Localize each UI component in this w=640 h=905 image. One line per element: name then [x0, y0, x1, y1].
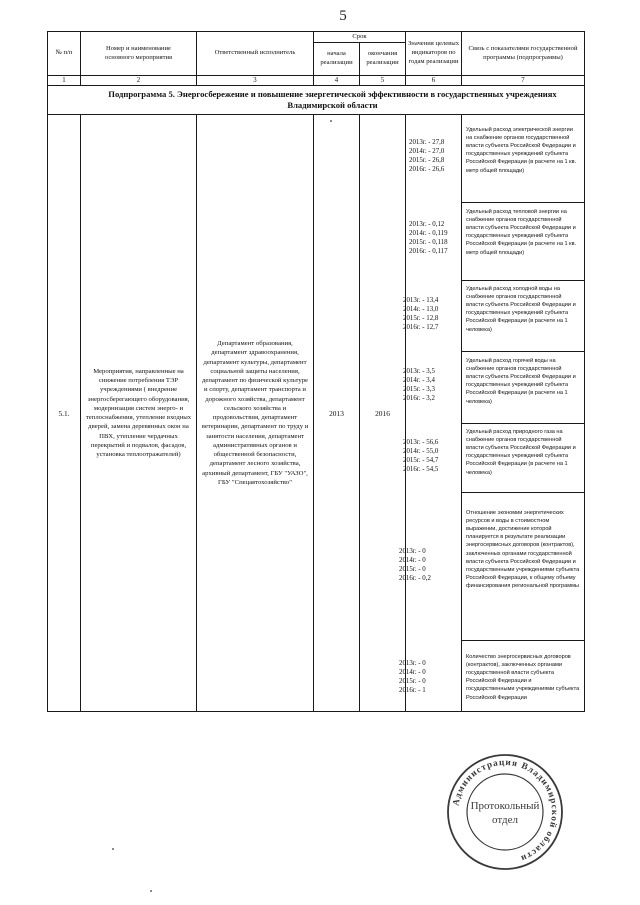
colnum-6: 6 — [431, 77, 436, 84]
header-activity: Номер и наименование основного мероприятия — [104, 44, 173, 61]
subprogram-title: Подпрограмма 5. Энергосбережение и повышение энергетической эффективности в государственных учреждениях Владимирской области — [108, 88, 557, 110]
program-link-4: Удельный расход горячей воды на снабжение органов государственной власти субъекта Российской Федерации и государственных учреждений субъекта Российской Федерации (в расчете на 1 человека) — [466, 358, 576, 405]
stamp-arc-text: Администрация Владимирской области — [450, 756, 561, 865]
link-separator-1 — [461, 202, 584, 203]
link-separator-3 — [461, 351, 584, 352]
indicator-values-2: 2013г. - 0,12 2014г. - 0,119 2015г. - 0,118 2016г. - 0,117 — [409, 221, 448, 255]
stamp-center-line-2: отдел — [492, 814, 518, 826]
header-executor: Ответственный исполнитель — [214, 49, 296, 57]
stamp-center-line-1: Протокольный — [470, 800, 540, 812]
indicator-values-6: 2013г. - 0 2014г. - 0 2015г. - 0 2016г. - 0,2 — [399, 548, 431, 582]
colnum-1: 1 — [62, 77, 66, 84]
scan-speck — [330, 120, 332, 122]
link-separator-4 — [461, 423, 584, 424]
program-link-3: Удельный расход холодной воды на снабжение органов государственной власти субъекта Российской Федерации и государственных учреждений субъекта Российской Федерации (в расчете на 1 человека) — [466, 286, 576, 333]
scan-speck — [112, 848, 114, 850]
colnum-5: 5 — [380, 77, 385, 84]
link-separator-6 — [461, 640, 584, 641]
activity-description: Мероприятия, направленные на снижение потребления ТЭР учреждениями ( внедрение энергосберегающего оборудования, модернизация систем энерго- и теплоснабжения, утепление входных дверей, замена деревянных окон на ПВХ, утепление чердачных перекрытий и подвалов, фасадов, установка теплоотражателей) — [85, 367, 192, 458]
indicator-values-3: 2013г. - 13,4 2014г. - 13,0 2015г. - 12,8 2016г. - 12,7 — [403, 297, 439, 331]
indicator-values-5: 2013г. - 56,6 2014г. - 55,0 2015г. - 54,7 2016г. - 54,5 — [403, 439, 439, 473]
link-separator-5 — [461, 492, 584, 493]
header-num: № п/п — [55, 49, 73, 57]
program-link-2: Удельный расход тепловой энергии на снабжение органов государственной власти субъекта Российской Федерации и государственных учреждений субъекта Российской Федерации (в расчете на 1 кв. метр общей площади) — [466, 209, 577, 256]
scan-speck — [150, 890, 152, 892]
indicator-values-7: 2013г. - 0 2014г. - 0 2015г. - 0 2016г. - 1 — [399, 660, 426, 694]
responsible-executor: Департамент образования, департамент здравоохранения, департамент культуры, департамент социальной защиты населения, департамент по физической культуре и спорту, департамент транспорта и дорожного хозяйства, департамент сельского хозяйства и продовольствия, департамент ветеринарии, департамент по труду и занятости населения, департамент административных органов и общественной безопасности, департамент лесного хозяйства, архивный департамент, ГБУ "УАЗО", ГБУ "Спецавтохозяйство" — [201, 340, 309, 486]
indicator-values-1: 2013г. - 27,8 2014г. - 27,0 2015г. - 26,8 2016г. - 26,6 — [409, 139, 445, 173]
program-link-7: Количество энергосервисных договоров (контрактов), заключенных органами государственной власти субъекта Российской Федерации и государственными учреждениями субъекта Российской Федерации — [466, 654, 580, 701]
header-term: Срок — [352, 32, 367, 40]
colnum-7: 7 — [521, 77, 525, 84]
end-year: 2016 — [375, 408, 390, 418]
col-sep-5-body — [405, 114, 406, 712]
header-start: начала реализации — [320, 50, 353, 66]
header-indicators: Значения целевых индикаторов по годам реализации — [408, 40, 459, 65]
program-link-6: Отношение экономии энергетических ресурсов и воды в стоимостном выражении, достижение которой планируется в результате реализации энергосервисных договоров (контрактов), заключенных органами государственной власти субъекта Российской Федерации и государственными учреждениями субъекта Российской Федерации, к общему объему финансирования региональной программы — [466, 510, 580, 589]
table-border-right — [584, 31, 585, 712]
table-border-bottom — [47, 711, 584, 712]
header-link: Связь с показателями государственной программы (подпрограммы) — [468, 44, 578, 61]
colnum-2: 2 — [136, 77, 141, 84]
program-link-1: Удельный расход электрической энергии на снабжение органов государственной власти субъекта Российской Федерации и государственных учреждений субъекта Российской Федерации (в расчете на 1 кв. метр общей площади) — [466, 127, 577, 174]
col-sep-6-body — [461, 114, 462, 712]
colnum-3: 3 — [253, 77, 257, 84]
program-link-5: Удельный расход природного газа на снабжение органов государственной власти субъекта Российской Федерации и государственных учреждений субъекта Российской Федерации (в расчете на 1 человека) — [466, 429, 576, 476]
header-end: окончания реализации — [366, 50, 399, 66]
link-separator-2 — [461, 280, 584, 281]
round-stamp — [445, 752, 565, 872]
page-number: 5 — [339, 8, 347, 24]
start-year: 2013 — [329, 408, 344, 418]
row-number: 5.1. — [58, 408, 70, 418]
indicator-values-4: 2013г. - 3,5 2014г. - 3,4 2015г. - 3,3 2016г. - 3,2 — [403, 368, 435, 402]
colnum-4: 4 — [334, 77, 339, 84]
